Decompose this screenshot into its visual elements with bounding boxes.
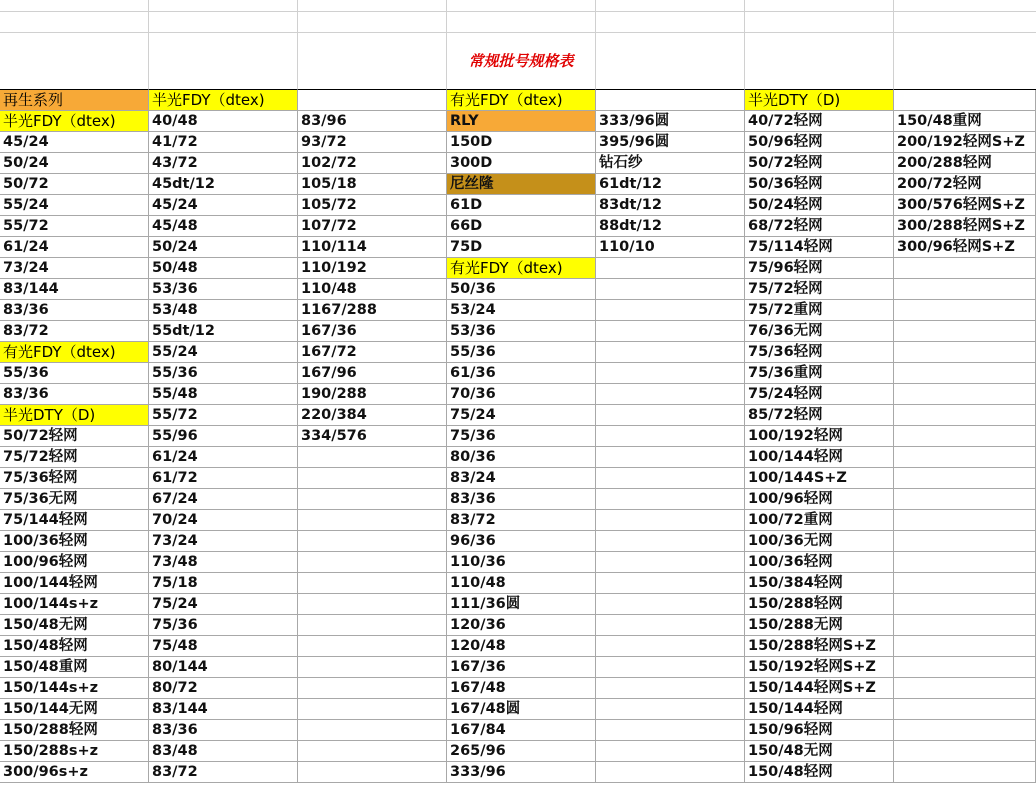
table-row xyxy=(0,594,1036,615)
title-row xyxy=(0,33,1036,90)
table-cell[interactable] xyxy=(596,594,745,615)
cell[interactable] xyxy=(596,12,745,33)
table-cell[interactable]: 43/72 xyxy=(149,153,298,174)
table-cell[interactable]: 45/24 xyxy=(0,132,149,153)
table-cell[interactable]: 75/36无网 xyxy=(0,489,149,510)
table-cell[interactable]: 75/24 xyxy=(149,594,298,615)
table-cell[interactable] xyxy=(894,741,1036,762)
table-cell[interactable]: 53/24 xyxy=(447,300,596,321)
table-cell[interactable]: 有光FDY（dtex) xyxy=(447,258,596,279)
cell[interactable] xyxy=(149,33,298,90)
table-cell[interactable]: 50/72轻网 xyxy=(745,153,894,174)
table-cell[interactable] xyxy=(298,636,447,657)
table-cell[interactable]: 45/24 xyxy=(149,195,298,216)
table-cell[interactable]: 50/24轻网 xyxy=(745,195,894,216)
table-cell[interactable]: 83/72 xyxy=(447,510,596,531)
table-cell[interactable] xyxy=(596,678,745,699)
table-row xyxy=(0,237,1036,258)
table-cell[interactable]: 83/36 xyxy=(447,489,596,510)
table-cell[interactable]: 100/36无网 xyxy=(745,531,894,552)
table-cell[interactable]: 110/48 xyxy=(298,279,447,300)
table-cell[interactable]: 61/24 xyxy=(149,447,298,468)
table-cell[interactable]: 75/114轻网 xyxy=(745,237,894,258)
table-cell[interactable]: 100/36轻网 xyxy=(0,531,149,552)
table-cell[interactable]: 50/72轻网 xyxy=(0,426,149,447)
table-cell[interactable]: 50/72 xyxy=(0,174,149,195)
table-cell[interactable]: 53/48 xyxy=(149,300,298,321)
table-row xyxy=(0,300,1036,321)
table-row xyxy=(0,615,1036,636)
table-cell[interactable]: 120/36 xyxy=(447,615,596,636)
table-cell[interactable]: 70/24 xyxy=(149,510,298,531)
table-cell[interactable]: 300/96s+z xyxy=(0,762,149,783)
table-cell[interactable]: 167/72 xyxy=(298,342,447,363)
table-cell[interactable]: 200/192轻网S+Z xyxy=(894,132,1036,153)
table-cell[interactable]: 83/72 xyxy=(149,762,298,783)
table-row xyxy=(0,195,1036,216)
sheet-row-blank-2 xyxy=(0,12,1036,33)
table-cell[interactable] xyxy=(596,657,745,678)
table-cell[interactable] xyxy=(894,720,1036,741)
table-cell[interactable] xyxy=(596,321,745,342)
table-cell[interactable]: 88dt/12 xyxy=(596,216,745,237)
table-cell[interactable]: 67/24 xyxy=(149,489,298,510)
table-cell[interactable]: 150/288s+z xyxy=(0,741,149,762)
table-cell[interactable]: 150/48轻网 xyxy=(0,636,149,657)
table-cell[interactable] xyxy=(298,720,447,741)
table-cell[interactable]: 75/24 xyxy=(447,405,596,426)
header-cell[interactable]: 半光DTY（D) xyxy=(745,90,894,111)
table-cell[interactable]: 111/36圆 xyxy=(447,594,596,615)
cell[interactable] xyxy=(298,0,447,12)
table-cell[interactable]: 41/72 xyxy=(149,132,298,153)
cell[interactable] xyxy=(298,12,447,33)
header-cell[interactable] xyxy=(596,90,745,111)
table-cell[interactable] xyxy=(298,615,447,636)
table-row xyxy=(0,741,1036,762)
table-cell[interactable]: 150/48重网 xyxy=(894,111,1036,132)
table-cell[interactable] xyxy=(894,636,1036,657)
cell[interactable] xyxy=(894,33,1036,90)
table-cell[interactable] xyxy=(596,531,745,552)
table-cell[interactable]: 300/288轻网S+Z xyxy=(894,216,1036,237)
table-cell[interactable]: 167/48 xyxy=(447,678,596,699)
table-cell[interactable]: 75/36轻网 xyxy=(0,468,149,489)
table-row xyxy=(0,657,1036,678)
table-cell[interactable]: 半光DTY（D) xyxy=(0,405,149,426)
cell[interactable] xyxy=(596,0,745,12)
cell[interactable] xyxy=(0,0,149,12)
table-row xyxy=(0,321,1036,342)
table-cell[interactable]: 68/72轻网 xyxy=(745,216,894,237)
table-cell[interactable]: 167/36 xyxy=(447,657,596,678)
table-cell[interactable]: 50/36 xyxy=(447,279,596,300)
table-row xyxy=(0,699,1036,720)
table-cell[interactable]: 40/48 xyxy=(149,111,298,132)
table-cell[interactable]: 200/72轻网 xyxy=(894,174,1036,195)
table-row xyxy=(0,111,1036,132)
table-cell[interactable]: 61/36 xyxy=(447,363,596,384)
table-cell[interactable]: 333/96 xyxy=(447,762,596,783)
cell[interactable] xyxy=(596,33,745,90)
table-cell[interactable]: 73/24 xyxy=(149,531,298,552)
table-cell[interactable]: 80/72 xyxy=(149,678,298,699)
table-cell[interactable] xyxy=(894,531,1036,552)
table-cell[interactable]: 334/576 xyxy=(298,426,447,447)
table-cell[interactable]: 150/144轻网S+Z xyxy=(745,678,894,699)
table-cell[interactable]: 200/288轻网 xyxy=(894,153,1036,174)
table-cell[interactable]: 55/24 xyxy=(149,342,298,363)
table-cell[interactable]: 75/18 xyxy=(149,573,298,594)
cell[interactable] xyxy=(149,12,298,33)
table-cell[interactable]: 75/72轻网 xyxy=(0,447,149,468)
table-cell[interactable] xyxy=(596,258,745,279)
header-cell[interactable]: 半光FDY（dtex) xyxy=(149,90,298,111)
table-cell[interactable]: 50/24 xyxy=(149,237,298,258)
cell[interactable] xyxy=(894,12,1036,33)
table-row xyxy=(0,174,1036,195)
table-row xyxy=(0,489,1036,510)
table-row xyxy=(0,678,1036,699)
table-cell[interactable] xyxy=(596,279,745,300)
table-cell[interactable]: 110/192 xyxy=(298,258,447,279)
table-cell[interactable] xyxy=(894,678,1036,699)
table-cell[interactable]: 50/96轻网 xyxy=(745,132,894,153)
table-cell[interactable]: 55/36 xyxy=(447,342,596,363)
table-cell[interactable]: 83/72 xyxy=(0,321,149,342)
table-cell[interactable] xyxy=(298,699,447,720)
table-cell[interactable] xyxy=(298,594,447,615)
table-cell[interactable] xyxy=(894,573,1036,594)
table-cell[interactable]: 300/576轻网S+Z xyxy=(894,195,1036,216)
sheet-title[interactable]: 常规批号规格表 xyxy=(447,33,596,90)
table-cell[interactable]: 75/24轻网 xyxy=(745,384,894,405)
table-row xyxy=(0,552,1036,573)
table-cell[interactable] xyxy=(596,342,745,363)
table-cell[interactable]: 93/72 xyxy=(298,132,447,153)
table-cell[interactable] xyxy=(596,510,745,531)
table-cell[interactable]: 150/144轻网 xyxy=(745,699,894,720)
table-cell[interactable]: 55/72 xyxy=(149,405,298,426)
header-cell[interactable] xyxy=(298,90,447,111)
table-cell[interactable]: 75/144轻网 xyxy=(0,510,149,531)
table-row xyxy=(0,279,1036,300)
cell[interactable] xyxy=(149,0,298,12)
table-cell[interactable]: RLY xyxy=(447,111,596,132)
table-cell[interactable]: 110/114 xyxy=(298,237,447,258)
table-cell[interactable]: 66D xyxy=(447,216,596,237)
table-cell[interactable]: 75/36轻网 xyxy=(745,342,894,363)
table-cell[interactable]: 45/48 xyxy=(149,216,298,237)
table-cell[interactable] xyxy=(894,510,1036,531)
table-cell[interactable] xyxy=(894,405,1036,426)
table-cell[interactable]: 190/288 xyxy=(298,384,447,405)
table-cell[interactable]: 150/48无网 xyxy=(745,741,894,762)
table-row xyxy=(0,132,1036,153)
table-cell[interactable]: 53/36 xyxy=(447,321,596,342)
table-row xyxy=(0,447,1036,468)
table-row xyxy=(0,573,1036,594)
table-cell[interactable] xyxy=(894,762,1036,783)
table-cell[interactable]: 45dt/12 xyxy=(149,174,298,195)
table-cell[interactable] xyxy=(596,405,745,426)
table-cell[interactable] xyxy=(596,489,745,510)
table-cell[interactable] xyxy=(596,573,745,594)
table-cell[interactable]: 53/36 xyxy=(149,279,298,300)
table-cell[interactable]: 80/144 xyxy=(149,657,298,678)
table-cell[interactable]: 55/72 xyxy=(0,216,149,237)
table-cell[interactable]: 75/72轻网 xyxy=(745,279,894,300)
table-cell[interactable] xyxy=(298,678,447,699)
table-cell[interactable]: 75/72重网 xyxy=(745,300,894,321)
table-cell[interactable] xyxy=(596,615,745,636)
table-cell[interactable]: 75/36重网 xyxy=(745,363,894,384)
table-row xyxy=(0,762,1036,783)
table-row xyxy=(0,384,1036,405)
table-cell[interactable] xyxy=(894,426,1036,447)
table-cell[interactable]: 70/36 xyxy=(447,384,596,405)
table-cell[interactable] xyxy=(894,468,1036,489)
table-cell[interactable]: 167/96 xyxy=(298,363,447,384)
table-cell[interactable]: 40/72轻网 xyxy=(745,111,894,132)
table-cell[interactable]: 75/36 xyxy=(149,615,298,636)
table-cell[interactable]: 150/48无网 xyxy=(0,615,149,636)
table-cell[interactable]: 150/48重网 xyxy=(0,657,149,678)
table-cell[interactable] xyxy=(298,657,447,678)
table-cell[interactable] xyxy=(894,552,1036,573)
table-cell[interactable]: 150/192轻网S+Z xyxy=(745,657,894,678)
table-cell[interactable]: 83/36 xyxy=(0,384,149,405)
table-cell[interactable]: 100/72重网 xyxy=(745,510,894,531)
table-cell[interactable]: 76/36无网 xyxy=(745,321,894,342)
table-cell[interactable]: 100/144轻网 xyxy=(745,447,894,468)
table-cell[interactable]: 75/48 xyxy=(149,636,298,657)
table-cell[interactable]: 110/48 xyxy=(447,573,596,594)
table-cell[interactable] xyxy=(298,762,447,783)
table-cell[interactable]: 110/10 xyxy=(596,237,745,258)
cell[interactable] xyxy=(0,12,149,33)
table-cell[interactable]: 半光FDY（dtex) xyxy=(0,111,149,132)
table-cell[interactable]: 61dt/12 xyxy=(596,174,745,195)
table-cell[interactable]: 150/288轻网 xyxy=(745,594,894,615)
table-cell[interactable] xyxy=(298,489,447,510)
table-cell[interactable]: 83/144 xyxy=(0,279,149,300)
table-cell[interactable]: 100/192轻网 xyxy=(745,426,894,447)
header-row xyxy=(0,90,1036,111)
table-cell[interactable] xyxy=(894,279,1036,300)
header-cell[interactable]: 再生系列 xyxy=(0,90,149,111)
table-cell[interactable]: 150/48轻网 xyxy=(745,762,894,783)
cell[interactable] xyxy=(298,33,447,90)
table-cell[interactable]: 83dt/12 xyxy=(596,195,745,216)
sheet-row-blank-1 xyxy=(0,0,1036,12)
table-cell[interactable] xyxy=(894,363,1036,384)
table-row xyxy=(0,720,1036,741)
table-cell[interactable] xyxy=(894,594,1036,615)
table-cell[interactable]: 55dt/12 xyxy=(149,321,298,342)
table-cell[interactable] xyxy=(596,720,745,741)
table-cell[interactable] xyxy=(298,573,447,594)
cell[interactable] xyxy=(447,0,596,12)
table-cell[interactable]: 100/144S+Z xyxy=(745,468,894,489)
table-cell[interactable]: 有光FDY（dtex) xyxy=(0,342,149,363)
table-cell[interactable]: 167/36 xyxy=(298,321,447,342)
table-cell[interactable] xyxy=(894,342,1036,363)
table-cell[interactable] xyxy=(596,636,745,657)
table-cell[interactable] xyxy=(298,741,447,762)
cell[interactable] xyxy=(0,33,149,90)
table-cell[interactable]: 102/72 xyxy=(298,153,447,174)
table-cell[interactable]: 150/384轻网 xyxy=(745,573,894,594)
table-cell[interactable]: 300/96轻网S+Z xyxy=(894,237,1036,258)
table-cell[interactable]: 83/96 xyxy=(298,111,447,132)
table-cell[interactable]: 80/36 xyxy=(447,447,596,468)
table-cell[interactable]: 83/36 xyxy=(0,300,149,321)
table-row xyxy=(0,342,1036,363)
table-cell[interactable]: 55/96 xyxy=(149,426,298,447)
table-cell[interactable]: 107/72 xyxy=(298,216,447,237)
table-cell[interactable]: 96/36 xyxy=(447,531,596,552)
table-cell[interactable]: 100/144s+z xyxy=(0,594,149,615)
table-cell[interactable]: 100/36轻网 xyxy=(745,552,894,573)
table-cell[interactable]: 100/144轻网 xyxy=(0,573,149,594)
table-cell[interactable]: 50/36轻网 xyxy=(745,174,894,195)
table-cell[interactable] xyxy=(596,426,745,447)
table-row xyxy=(0,510,1036,531)
table-cell[interactable] xyxy=(894,321,1036,342)
table-cell[interactable]: 1167/288 xyxy=(298,300,447,321)
table-cell[interactable]: 150/288轻网S+Z xyxy=(745,636,894,657)
table-row xyxy=(0,426,1036,447)
table-cell[interactable] xyxy=(298,468,447,489)
table-cell[interactable]: 55/24 xyxy=(0,195,149,216)
table-cell[interactable]: 55/36 xyxy=(0,363,149,384)
table-row xyxy=(0,405,1036,426)
cell[interactable] xyxy=(894,0,1036,12)
header-cell[interactable]: 有光FDY（dtex) xyxy=(447,90,596,111)
table-cell[interactable] xyxy=(596,699,745,720)
table-cell[interactable] xyxy=(596,300,745,321)
table-cell[interactable] xyxy=(298,510,447,531)
table-cell[interactable]: 150/144s+z xyxy=(0,678,149,699)
header-cell[interactable] xyxy=(894,90,1036,111)
table-cell[interactable]: 55/36 xyxy=(149,363,298,384)
table-cell[interactable]: 100/96轻网 xyxy=(745,489,894,510)
table-row xyxy=(0,153,1036,174)
table-cell[interactable]: 167/48圆 xyxy=(447,699,596,720)
table-row xyxy=(0,636,1036,657)
table-cell[interactable]: 167/84 xyxy=(447,720,596,741)
table-cell[interactable]: 220/384 xyxy=(298,405,447,426)
table-cell[interactable] xyxy=(298,552,447,573)
table-cell[interactable] xyxy=(894,447,1036,468)
table-cell[interactable] xyxy=(298,447,447,468)
table-cell[interactable]: 50/24 xyxy=(0,153,149,174)
table-cell[interactable]: 钻石纱 xyxy=(596,153,745,174)
table-cell[interactable]: 61D xyxy=(447,195,596,216)
table-row xyxy=(0,216,1036,237)
table-cell[interactable] xyxy=(596,363,745,384)
table-cell[interactable]: 尼丝隆 xyxy=(447,174,596,195)
cell[interactable] xyxy=(745,0,894,12)
table-row xyxy=(0,531,1036,552)
table-cell[interactable]: 150/96轻网 xyxy=(745,720,894,741)
table-cell[interactable] xyxy=(894,615,1036,636)
table-cell[interactable]: 105/72 xyxy=(298,195,447,216)
table-cell[interactable] xyxy=(894,699,1036,720)
table-row xyxy=(0,468,1036,489)
table-cell[interactable]: 75/96轻网 xyxy=(745,258,894,279)
table-cell[interactable] xyxy=(894,384,1036,405)
table-cell[interactable]: 83/48 xyxy=(149,741,298,762)
table-cell[interactable] xyxy=(894,258,1036,279)
table-cell[interactable]: 105/18 xyxy=(298,174,447,195)
table-cell[interactable] xyxy=(596,741,745,762)
table-cell[interactable]: 73/24 xyxy=(0,258,149,279)
table-cell[interactable]: 75/36 xyxy=(447,426,596,447)
cell[interactable] xyxy=(745,33,894,90)
table-cell[interactable]: 83/24 xyxy=(447,468,596,489)
table-cell[interactable] xyxy=(596,447,745,468)
table-cell[interactable]: 55/48 xyxy=(149,384,298,405)
table-cell[interactable]: 83/144 xyxy=(149,699,298,720)
table-cell[interactable]: 61/24 xyxy=(0,237,149,258)
table-cell[interactable] xyxy=(894,657,1036,678)
table-cell[interactable]: 333/96圆 xyxy=(596,111,745,132)
table-cell[interactable]: 150/288轻网 xyxy=(0,720,149,741)
table-cell[interactable]: 265/96 xyxy=(447,741,596,762)
table-cell[interactable]: 110/36 xyxy=(447,552,596,573)
table-cell[interactable]: 395/96圆 xyxy=(596,132,745,153)
table-cell[interactable]: 150D xyxy=(447,132,596,153)
table-row xyxy=(0,363,1036,384)
table-cell[interactable]: 73/48 xyxy=(149,552,298,573)
table-cell[interactable]: 150/288无网 xyxy=(745,615,894,636)
table-cell[interactable]: 75D xyxy=(447,237,596,258)
table-cell[interactable]: 150/144无网 xyxy=(0,699,149,720)
table-cell[interactable]: 61/72 xyxy=(149,468,298,489)
table-cell[interactable] xyxy=(894,300,1036,321)
table-cell[interactable] xyxy=(298,531,447,552)
cell[interactable] xyxy=(447,12,596,33)
table-cell[interactable]: 83/36 xyxy=(149,720,298,741)
table-cell[interactable]: 120/48 xyxy=(447,636,596,657)
table-cell[interactable]: 300D xyxy=(447,153,596,174)
cell[interactable] xyxy=(745,12,894,33)
table-cell[interactable] xyxy=(596,468,745,489)
table-cell[interactable]: 50/48 xyxy=(149,258,298,279)
table-cell[interactable] xyxy=(596,384,745,405)
table-cell[interactable] xyxy=(596,552,745,573)
table-cell[interactable]: 100/96轻网 xyxy=(0,552,149,573)
table-cell[interactable] xyxy=(894,489,1036,510)
table-row xyxy=(0,258,1036,279)
table-cell[interactable] xyxy=(596,762,745,783)
table-cell[interactable]: 85/72轻网 xyxy=(745,405,894,426)
